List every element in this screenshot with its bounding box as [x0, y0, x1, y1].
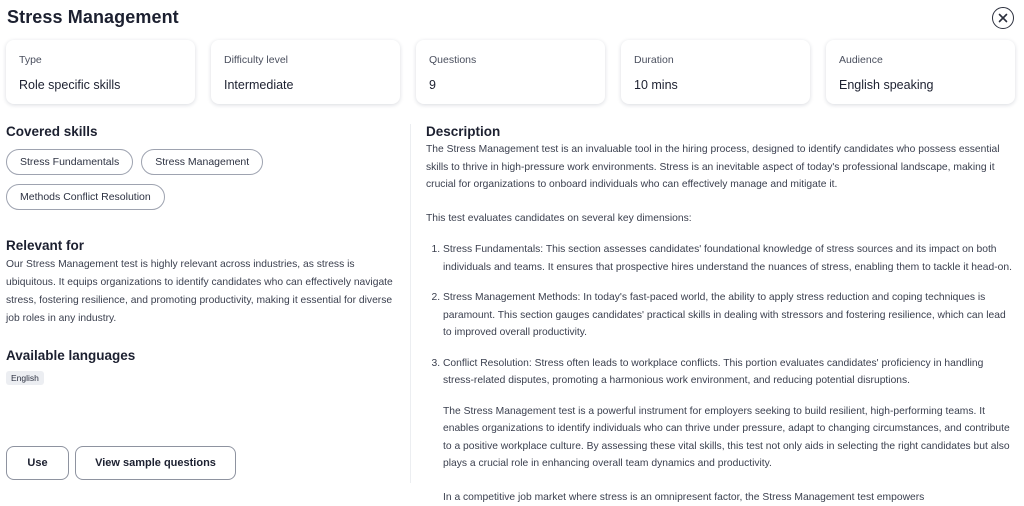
language-badge: English: [6, 371, 44, 385]
card-value: English speaking: [839, 78, 1002, 92]
skill-chip[interactable]: Stress Fundamentals: [6, 149, 133, 175]
list-item: 1. Stress Fundamentals: This section assesses candidates' foundational knowledge of stress sources and its impact on both individuals and teams. It ensures that prospective hires understand the nuances of stress, enabling them to tackle it head-on.: [443, 241, 1012, 276]
relevant-for-heading: Relevant for: [6, 238, 396, 253]
page-title: Stress Management: [7, 7, 179, 28]
close-icon: [998, 13, 1008, 23]
list-item: 3. Conflict Resolution: Stress often leads to workplace conflicts. This portion evaluates candidates' proficiency in handling stress-related disputes, promoting a harmonious work environment, and reducing potential disruptions.: [443, 355, 1012, 390]
card-value: Intermediate: [224, 78, 387, 92]
card-label: Difficulty level: [224, 54, 387, 66]
card-label: Type: [19, 54, 182, 66]
view-sample-questions-button[interactable]: View sample questions: [75, 446, 236, 480]
card-label: Audience: [839, 54, 1002, 66]
skills-chip-list: [6, 149, 336, 210]
dimensions-list: [426, 241, 1012, 390]
left-column: [6, 124, 396, 386]
action-bar: [6, 446, 236, 480]
card-difficulty: [211, 40, 400, 104]
skill-chip[interactable]: Stress Management: [141, 149, 263, 175]
relevant-for-text: Our Stress Management test is highly relevant across industries, as stress is ubiquitous. It equips organizations to identify candidates who can effectively navigate stress, fostering resilience, and promoting productivity, making it essential for diverse job roles in any industry.: [6, 256, 396, 328]
summary-cards: [6, 40, 1015, 104]
card-type: [6, 40, 195, 104]
card-label: Questions: [429, 54, 592, 66]
card-audience: [826, 40, 1015, 104]
description-heading: Description: [426, 124, 1012, 139]
card-value: Role specific skills: [19, 78, 182, 92]
list-item: 2. Stress Management Methods: In today's fast-paced world, the ability to apply stress reduction and coping techniques is paramount. This section gauges candidates' practical skills in dealing with stressors and fostering resilience, which can lead to improved overall productivity.: [443, 289, 1012, 342]
card-questions: [416, 40, 605, 104]
card-duration: [621, 40, 810, 104]
description-lead: This test evaluates candidates on several key dimensions:: [426, 210, 1012, 228]
column-divider: [410, 124, 411, 483]
use-button[interactable]: Use: [6, 446, 69, 480]
description-closing-2: In a competitive job market where stress is an omnipresent factor, the Stress Management test empowers: [426, 489, 1012, 506]
description-closing-1: The Stress Management test is a powerful instrument for employers seeking to build resilient, high-performing teams. It enables organizations to identify individuals who can thrive under pressure, adapt to changing circumstances, and contribute to a positive workplace culture. By assessing these vital skills, this test not only aids in selecting the right candidates but also plays a crucial role in enhancing overall team dynamics and productivity.: [426, 403, 1012, 473]
covered-skills-heading: Covered skills: [6, 124, 396, 139]
card-label: Duration: [634, 54, 797, 66]
description-intro: The Stress Management test is an invaluable tool in the hiring process, designed to identify candidates who possess essential skills to thrive in high-pressure work environments. Stress is an inevitable aspect of today's professional landscape, making it crucial for organizations to onboard individuals who can effectively manage and mitigate it.: [426, 141, 1012, 194]
card-value: 9: [429, 78, 592, 92]
close-button[interactable]: [992, 7, 1014, 29]
languages-heading: Available languages: [6, 348, 396, 363]
card-value: 10 mins: [634, 78, 797, 92]
skill-chip[interactable]: Methods Conflict Resolution: [6, 184, 165, 210]
description-column: [426, 124, 1012, 506]
